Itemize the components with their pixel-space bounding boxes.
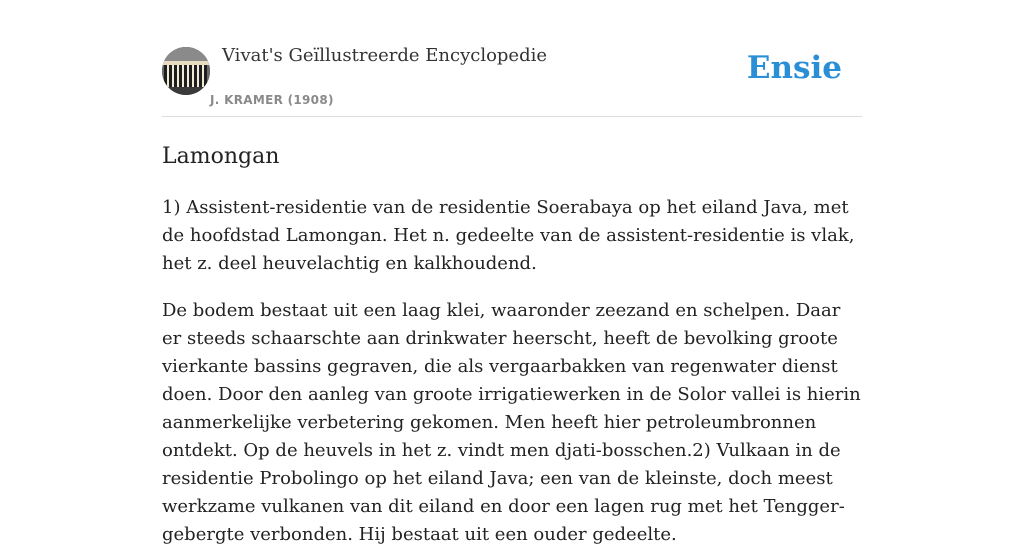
article-title: Lamongan xyxy=(162,144,280,169)
article-paragraph: De bodem bestaat uit een laag klei, waaronder zeezand en schelpen. Daar er steeds schaarschte aan drinkwater heerscht, heeft de bevolking groote vierkante bassins gegraven, die als vergaarbakken van regenwater dienst doen. Door den aanleg van groote irrigatiewerken in de Solor vallei is hierin aanmerkelijke verbetering gekomen. Men heeft hier petroleumbronnen ontdekt. Op de heuvels in het z. vindt men djati-bosschen.2) Vulkaan in de residentie Probolingo op het eiland Java; een van de kleinste, doch meest werkzame vulkanen van dit eiland en door een lagen rug met het Tengger-gebergte verbonden. Hij bestaat uit een ouder gedeelte. xyxy=(162,300,861,545)
article-paragraph: 1) Assistent-residentie van de residentie Soerabaya op het eiland Java, met de hoofdstad Lamongan. Het n. gedeelte van de assistent-residentie is vlak, het z. deel heuvelachtig en kalkhoudend. xyxy=(162,197,855,274)
ensie-logo[interactable]: Ensie xyxy=(746,50,842,86)
source-avatar xyxy=(162,47,210,95)
source-header xyxy=(162,0,862,117)
source-author[interactable]: J. KRAMER (1908) xyxy=(210,93,334,107)
page-container xyxy=(162,0,862,549)
book-spines-icon xyxy=(162,47,210,95)
source-title[interactable]: Vivat's Geïllustreerde Encyclopedie xyxy=(222,45,548,66)
